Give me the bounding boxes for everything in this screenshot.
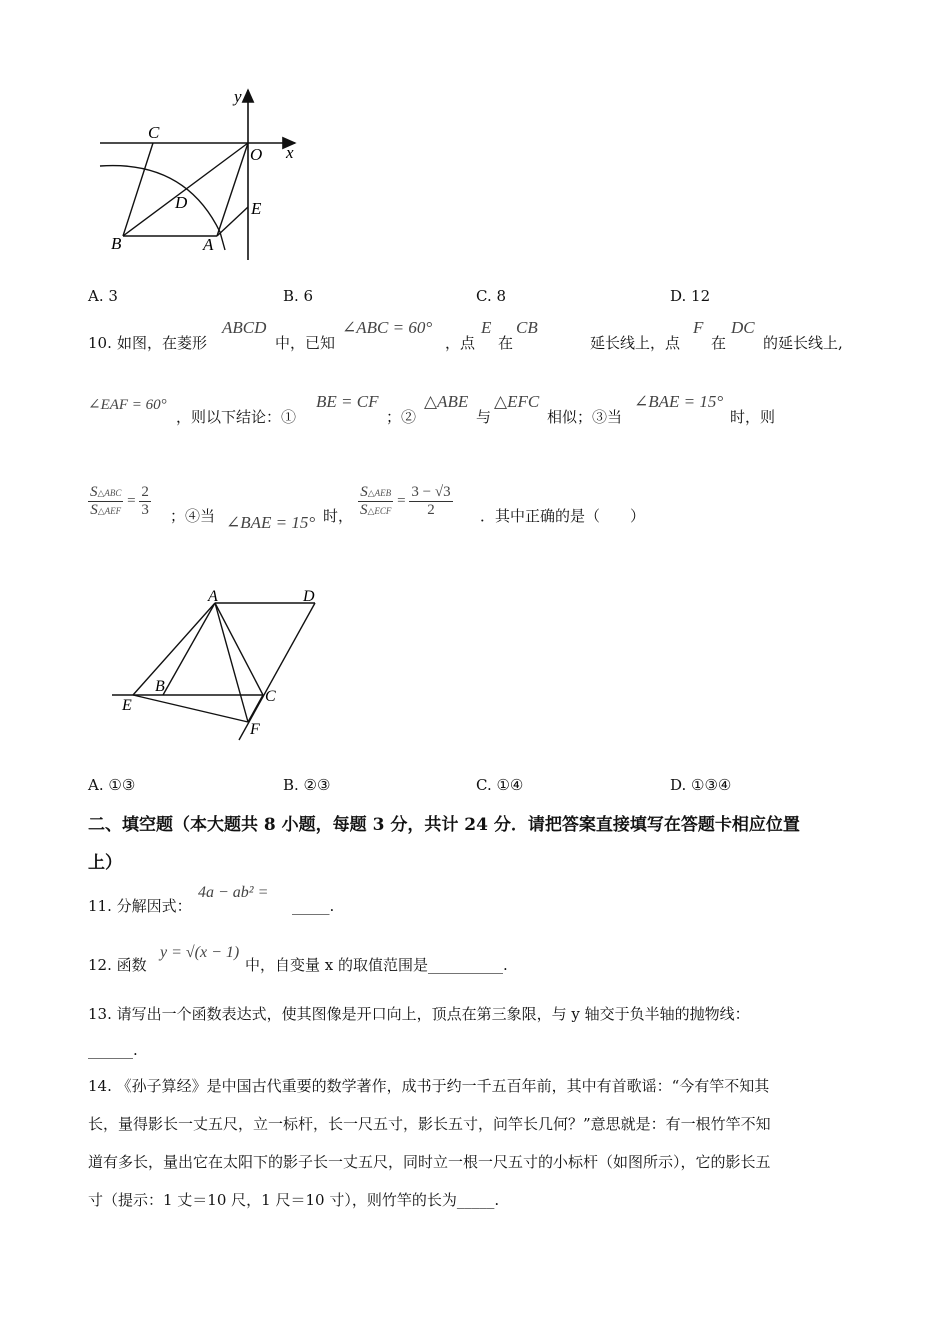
q14-line4: 寸（提示：1 丈＝10 尺，1 尺＝10 寸），则竹竿的长为_____.: [88, 1191, 500, 1209]
segment-ef: [133, 695, 248, 722]
q13-line1: 13. 请写出一个函数表达式，使其图像是开口向上，顶点在第三象限，与 y 轴交于负半轴的抛物线：: [88, 1005, 750, 1023]
q10-math-angle-eaf: ∠EAF = 60°: [88, 397, 167, 413]
q12-expression: y = √(x − 1): [160, 944, 240, 961]
q9-option-d[interactable]: D. 12: [670, 287, 711, 305]
segment-cb: [123, 143, 153, 236]
segment-bo: [123, 143, 248, 236]
label-e: E: [122, 697, 132, 714]
q11-blank[interactable]: _____.: [292, 897, 335, 915]
q10-math-dc: DC: [731, 318, 755, 337]
q10-math-cb: CB: [516, 318, 538, 337]
label-d: D: [175, 193, 188, 212]
q10-fraction-2: [358, 484, 453, 519]
segment-af: [215, 603, 248, 722]
q10-text-1: 如图，在菱形: [117, 334, 208, 352]
q9-option-a[interactable]: A. 3: [88, 287, 118, 305]
q10-math-tri-abe: △ABE: [424, 392, 469, 411]
f2-rhs-num: 3 − √3: [411, 484, 451, 500]
f1-equals: =: [127, 493, 136, 509]
f1-den-sub: △AEF: [97, 506, 122, 516]
q10-text-14: 时，: [323, 507, 354, 525]
q10-text-15: ．其中正确的是（ ）: [480, 507, 646, 525]
q12-rest: 中，自变量 x 的取值范围是__________.: [245, 956, 508, 974]
q14-line3: 道有多长，量出它在太阳下的影子长一丈五尺，同时立一根一尺五寸的小标杆（如图所示），它的影长五: [88, 1153, 771, 1171]
label-e: E: [251, 199, 262, 218]
label-o: O: [250, 145, 263, 164]
q10-text-13: ；④当: [170, 507, 216, 525]
q10-math-angle-bae: ∠BAE = 15°: [634, 392, 724, 411]
q10-text-12: 时，则: [730, 408, 776, 426]
segment-ac: [215, 603, 263, 695]
segment-ab: [163, 603, 215, 695]
f1-den-s: S: [90, 502, 98, 518]
q10-option-b[interactable]: B. ②③: [283, 776, 331, 794]
section-2-heading-line2: 上）: [88, 853, 122, 873]
q10-math-angle-abc: ∠ABC = 60°: [342, 318, 433, 337]
section-2-heading-line1: 二、填空题（本大题共 8 小题，每题 3 分，共计 24 分．请把答案直接填写在答题卡相应位置: [88, 815, 800, 835]
q10-text-9: ；②: [386, 408, 417, 426]
q11-label: 11. 分解因式：: [88, 897, 192, 915]
f2-equals: =: [397, 493, 406, 509]
label-a: A: [203, 235, 214, 254]
f2-num-s: S: [360, 484, 368, 500]
q14-line2: 长，量得影长一丈五尺，立一标杆，长一尺五寸，影长五寸，问竿长几何？”意思就是：有一根竹竿不知: [88, 1115, 771, 1133]
q10-text-4: 在: [498, 334, 514, 352]
q10-text-7: 的延长线上,: [763, 334, 843, 352]
segment-ae: [133, 603, 215, 695]
label-d: D: [303, 588, 315, 605]
f1-rhs-num: 2: [141, 484, 149, 500]
f1-num-sub: △ABC: [97, 488, 122, 498]
label-a: A: [208, 588, 218, 605]
q10-option-d[interactable]: D. ①③④: [670, 776, 732, 794]
q10-fraction-1: [88, 484, 151, 519]
f2-rhs-den: 2: [427, 502, 435, 518]
f1-num-s: S: [90, 484, 98, 500]
figure-q10: [100, 588, 330, 743]
figure-q9: [90, 82, 310, 267]
label-c: C: [148, 123, 160, 142]
label-b: B: [111, 234, 122, 253]
q10-text-10: 与: [476, 408, 492, 426]
q10-text-3: ，点: [445, 334, 476, 352]
q10-text-2: 中，已知: [275, 334, 336, 352]
q11-expression: 4a − ab² =: [198, 884, 269, 901]
q10-option-a[interactable]: A. ①③: [88, 776, 136, 794]
f1-rhs-den: 3: [141, 502, 149, 518]
q10-math-abcd: ABCD: [222, 318, 267, 337]
q10-math-e: E: [481, 318, 492, 337]
q10-text-6: 在: [711, 334, 727, 352]
q9-option-b[interactable]: B. 6: [283, 287, 314, 305]
q12-label: 12. 函数: [88, 956, 147, 974]
f2-den-sub: △ECF: [367, 506, 392, 516]
q10-text-11: 相似；③当: [547, 408, 623, 426]
q10-math-be-cf: BE = CF: [316, 392, 379, 411]
label-x: x: [286, 143, 294, 162]
q10-number: 10.: [88, 334, 112, 352]
segment-cf: [248, 695, 263, 722]
q14-line1: 14. 《孙子算经》是中国古代重要的数学著作，成书于约一千五百年前，其中有首歌谣：“今有竿不知其: [88, 1077, 770, 1095]
q9-option-c[interactable]: C. 8: [476, 287, 507, 305]
label-b: B: [155, 678, 165, 695]
q10-text-5: 延长线上，点: [590, 334, 681, 352]
q10-math-f: F: [693, 318, 704, 337]
q10-math-angle-bae-2: ∠BAE = 15°: [226, 513, 316, 532]
f2-den-s: S: [360, 502, 368, 518]
f2-num-sub: △AEB: [367, 488, 392, 498]
label-y: y: [234, 87, 242, 106]
label-c: C: [265, 688, 276, 705]
q10-option-c[interactable]: C. ①④: [476, 776, 524, 794]
q13-line2[interactable]: ______.: [88, 1041, 138, 1059]
q10-math-tri-efc: △EFC: [494, 392, 540, 411]
label-f: F: [250, 721, 260, 738]
q10-text-8: ，则以下结论：①: [176, 408, 297, 426]
